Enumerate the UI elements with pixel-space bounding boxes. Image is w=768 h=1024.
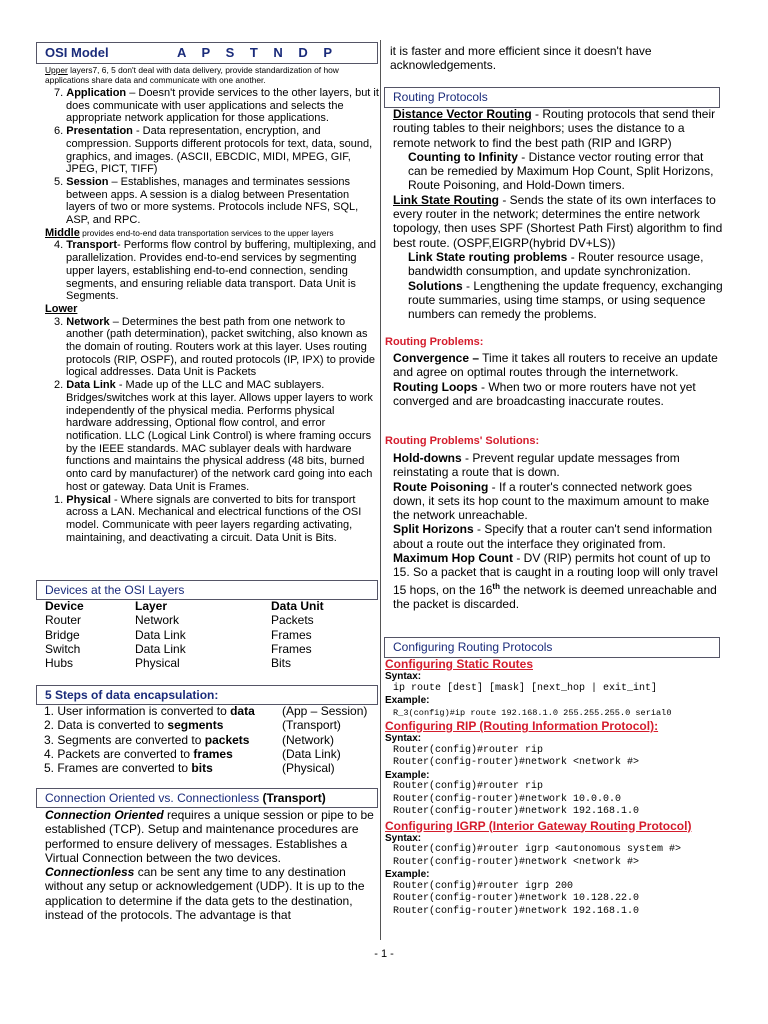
definition: - Sends the state of its own interfaces to every router in the network; determines the entire network topology, then uses SPF (Shortest Path First) algorithm to find best route. (OSPF,EIGRP(hybrid DV+LS)) (393, 192, 723, 250)
layer-name: Network (66, 315, 110, 328)
cell-device: Switch (45, 641, 81, 656)
middle-layers-note (45, 227, 379, 240)
code-line: Router(config-router)#network 10.128.22.0 (393, 893, 640, 904)
definition: - When two or more routers have not yet converged and are broadcasting inaccurate routes. (393, 379, 696, 408)
definition: - Prevent regular update messages from reinstating a route that is down. (393, 451, 680, 480)
term: Hold-downs (393, 451, 462, 465)
step-unit: packets (204, 732, 250, 747)
devices-table (45, 599, 370, 670)
connection-header (36, 788, 378, 808)
step-unit: data (230, 704, 255, 718)
layer-physical (45, 494, 379, 545)
counting-infinity-para (393, 150, 723, 193)
link-state-para (393, 193, 723, 250)
table-row (45, 656, 370, 670)
layer-text: – Doesn't provide services to the other layers, but it does communicate with user applications and selects the appropriate network application for those applications. (66, 87, 379, 125)
layer-text: – Establishes, manages and terminates sessions between apps. A session is a dialog between Presentation layers of two or more systems. Protocols include NFS, SQL, ASP, and RPC. (66, 175, 359, 227)
routing-protocols-title: Routing Protocols (393, 90, 488, 104)
upper-desc: layers7, 6, 5 don't deal with data delivery, provide standardization of how applications share data and communicate with one another. (45, 65, 339, 85)
static-example: R_3(config)#ip route 192.168.1.0 255.255.255.0 serial0 (393, 707, 672, 718)
syntax-label: Syntax: (385, 733, 422, 744)
layer-name: Data Link (66, 379, 116, 392)
cell-layer: Data Link (135, 641, 186, 656)
cell-layer: Physical (135, 656, 180, 671)
connection-title-suffix: (Transport) (262, 791, 326, 805)
term: Split Horizons (393, 522, 474, 537)
step-text: 3. Segments are converted to (44, 732, 205, 747)
code-line: Router(config)#router igrp 200 (393, 880, 574, 892)
cell-device: Hubs (45, 656, 74, 671)
list-item (44, 761, 380, 775)
static-syntax: ip route [dest] [mask] [next_hop | exit_int] (393, 682, 658, 694)
layer-name: Session (66, 175, 109, 188)
term: Maximum Hop Count (393, 551, 513, 566)
code-line: Router(config)#router rip (393, 781, 544, 792)
link-state-problems-para (393, 250, 723, 279)
route-poisoning-para (393, 480, 723, 523)
term: Counting to Infinity (408, 149, 518, 164)
layer-text: - Data representation, encryption, and compression. Supports different protocols for text, data, sound, graphics, and images. (ASCII, EBCDIC, MIDI, MPEG, GIF, JPEG, PICT, TIFF) (66, 125, 373, 176)
hold-downs-para (393, 451, 723, 480)
definition: requires a unique session or pipe to be established (TCP). Setup and maintenance procedures are performed to ensure delivery of messages. Establishes a Virtual Connection between the two devices. (45, 808, 374, 865)
step-layer: (Network) (282, 732, 335, 747)
code-line: Router(config)#router rip (393, 744, 544, 756)
connection-oriented-para (45, 808, 377, 865)
encapsulation-title: 5 Steps of data encapsulation: (45, 688, 219, 702)
step-layer: (Transport) (282, 718, 341, 733)
table-header-row (45, 599, 370, 613)
definition-cont: the network is deemed unreachable and the packet is discarded. (393, 582, 717, 611)
layer-transport (45, 239, 379, 303)
middle-label: Middle (45, 226, 80, 239)
term: Distance Vector Routing (393, 107, 532, 121)
upper-layers-note (45, 66, 377, 85)
term: Link State routing problems (408, 249, 568, 264)
connection-title: Connection Oriented vs. Connectionless (45, 791, 260, 805)
term: Link State Routing (393, 192, 499, 207)
solutions-para (393, 279, 723, 322)
term: Convergence – (393, 351, 480, 365)
step-text: 1. User information is converted to (44, 704, 231, 718)
syntax-label: Syntax: (385, 832, 422, 844)
routing-protocols-header (384, 87, 720, 108)
layer-data-link (45, 379, 379, 493)
connection-text (45, 808, 377, 922)
lower-label: Lower (45, 302, 78, 315)
code-line: Router(config-router)#network <network #> (393, 757, 640, 768)
layer-text: - Made up of the LLC and MAC sublayers. Bridges/switches work at this layer. Allows upper layers to work independently of the physical media. Performs physical hardware addressing, Optional flow control, and error notification. LLC (Logical Link Control) is where framing occurs by the IEEE standards. MAC sublayer deals with hardware functions and maintains the physical address (48 bits, burned onto card by manufacturer) of the network card going into each host or gateway. Data Unit is Frames. (66, 379, 373, 493)
upper-label: Upper (45, 65, 68, 75)
osi-model-header (36, 42, 378, 64)
definition: - Specify that a router can't send information about a route out the interface they originated from. (393, 522, 713, 551)
col-header-device: Device (45, 599, 84, 613)
layer-text: - Performs flow control by buffering, multiplexing, and parallelization. Provides end-to-end services by segmenting upper layers, establishing end-to-end connection, sending segments, and ensuring reliable data transport. Data Unit is Segments. (66, 239, 377, 303)
connectionless-para (45, 865, 377, 922)
term: Connection Oriented (45, 808, 164, 822)
layer-name: Transport (66, 239, 117, 252)
layer-name: Physical (66, 493, 111, 506)
devices-header (36, 580, 378, 600)
layer-name: Presentation (66, 125, 133, 138)
layer-network (45, 316, 379, 380)
definition: - Routing protocols that send their routing tables to their neighbors; uses the distance to a remote network to find the best path (RIP and IGRP) (393, 107, 716, 150)
step-text: 4. Packets are converted to (44, 746, 194, 761)
igrp-title: Configuring IGRP (Interior Gateway Routing Protocol) (385, 818, 692, 833)
routing-solutions-title: Routing Problems' Solutions: (385, 435, 540, 447)
continuation-text: it is faster and more efficient since it doesn't have acknowledgements. (390, 44, 652, 73)
code-line: Router(config-router)#network 192.168.1.0 (393, 905, 640, 917)
layer-num: 2. (54, 379, 64, 392)
term: Routing Loops (393, 379, 478, 394)
rip-title: Configuring RIP (Routing Information Protocol): (385, 719, 659, 733)
list-item (44, 733, 380, 747)
step-text: 2. Data is converted to (44, 718, 168, 733)
devices-title: Devices at the OSI Layers (45, 583, 185, 597)
cell-data-unit: Frames (271, 641, 312, 656)
cell-device: Router (45, 613, 82, 628)
osi-title: OSI Model (45, 45, 109, 60)
encapsulation-list (44, 704, 380, 775)
split-horizons-para (393, 522, 723, 551)
step-layer: (Physical) (282, 761, 335, 776)
cell-layer: Network (135, 613, 180, 628)
step-layer: (Data Link) (282, 746, 341, 761)
encapsulation-header (36, 685, 378, 705)
layer-text: – Determines the best path from one network to another (path determination), packet switching, also known as the domain of routing. Routers work at this layer. Uses routing protocols (RIP, OSPF), and routed protocols (IP, IPX) to provide logical addresses. Data Unit is Packets (66, 315, 375, 379)
layer-num: 5. (54, 175, 64, 188)
example-label: Example: (385, 869, 430, 880)
term: Solutions (408, 278, 463, 293)
step-unit: bits (191, 761, 213, 776)
list-item (44, 718, 380, 732)
distance-vector-para (393, 107, 723, 150)
layer-application (45, 87, 379, 125)
term: Route Poisoning (393, 479, 489, 494)
definition: can be sent any time to any destination without any setup or acknowledgement (UDP). It is up to the application to determine if the data gets to the destination, instead of the protocols. The advantage is that (45, 865, 365, 923)
cell-device: Bridge (45, 627, 80, 642)
routing-problems-text (393, 351, 723, 408)
column-divider (380, 40, 381, 940)
definition: - Lengthening the update frequency, exchanging route summaries, using time stamps, or using sequence numbers can remedy the problems. (408, 278, 723, 322)
cell-layer: Data Link (135, 627, 186, 642)
layer-num: 7. (54, 87, 64, 99)
middle-desc: provides end-to-end data transportation services to the upper layers (79, 227, 334, 238)
code-line: Router(config-router)#network 192.168.1.0 (393, 806, 640, 817)
layer-text: - Where signals are converted to bits for transport across a LAN. Mechanical and electrical functions of the OSI model. Communicate with peer layers regarding activating, maintaining, and deactivating a circuit. Data Unit is Bits. (66, 493, 362, 544)
routing-solutions-text (393, 451, 723, 611)
config-section (385, 657, 723, 918)
osi-layer-list (45, 87, 379, 544)
code-line: Router(config-router)#network <network #> (393, 856, 640, 868)
definition: - Distance vector routing error that can be remedied by Maximum Hop Count, Split Horizons, Route Poisoning, and Hold-Down timers. (408, 149, 714, 193)
list-item (44, 747, 380, 761)
step-layer: (App – Session) (282, 704, 368, 718)
configuring-title: Configuring Routing Protocols (393, 640, 553, 654)
definition: Time it takes all routers to receive an update and agree on optimal routes through the internetwork. (393, 351, 718, 380)
layer-num: 3. (54, 315, 64, 328)
definition: - DV (RIP) permits hot count of up to 15. So a packet that is caught in a routing loop will only travel 15 hops, on the 16 (393, 551, 718, 597)
code-line: Router(config-router)#network 10.0.0.0 (393, 793, 622, 805)
cell-data-unit: Bits (271, 656, 292, 671)
layer-num: 4. (54, 239, 64, 252)
cell-data-unit: Frames (271, 627, 312, 642)
syntax-label: Syntax: (385, 671, 422, 682)
osi-mnemonic: A P S T N D P (177, 45, 339, 60)
step-text: 5. Frames are converted to (44, 761, 192, 776)
step-unit: frames (193, 746, 233, 761)
layer-num: 6. (54, 125, 64, 138)
routing-problems-title: Routing Problems: (385, 336, 484, 348)
max-hop-count-para (393, 551, 723, 611)
static-routes-title: Configuring Static Routes (385, 657, 533, 671)
example-label: Example: (385, 769, 430, 781)
configuring-header (384, 637, 720, 658)
layer-session (45, 176, 379, 227)
definition: - Router resource usage, bandwidth consumption, and update synchronization. (408, 249, 704, 279)
convergence-para (393, 351, 723, 380)
list-item (44, 704, 380, 718)
cell-data-unit: Packets (271, 613, 314, 628)
step-unit: segments (167, 718, 224, 733)
term: Connectionless (45, 865, 135, 880)
table-row (45, 642, 370, 656)
example-label: Example: (385, 695, 430, 706)
col-header-layer: Layer (135, 599, 168, 613)
table-row (45, 613, 370, 627)
layer-num: 1. (54, 493, 64, 506)
routing-protocols-text (393, 107, 723, 321)
layer-presentation (45, 125, 379, 176)
page-number: - 1 - (374, 948, 394, 960)
superscript: th (492, 581, 500, 591)
col-header-data-unit: Data Unit (271, 599, 324, 613)
routing-loops-para (393, 380, 723, 409)
code-line: Router(config)#router igrp <autonomous system #> (393, 844, 682, 855)
definition: - If a router's connected network goes down, it sets its hop count to the maximum amount to make the network unreachable. (393, 479, 710, 523)
table-row (45, 628, 370, 642)
layer-name: Application (66, 87, 127, 99)
